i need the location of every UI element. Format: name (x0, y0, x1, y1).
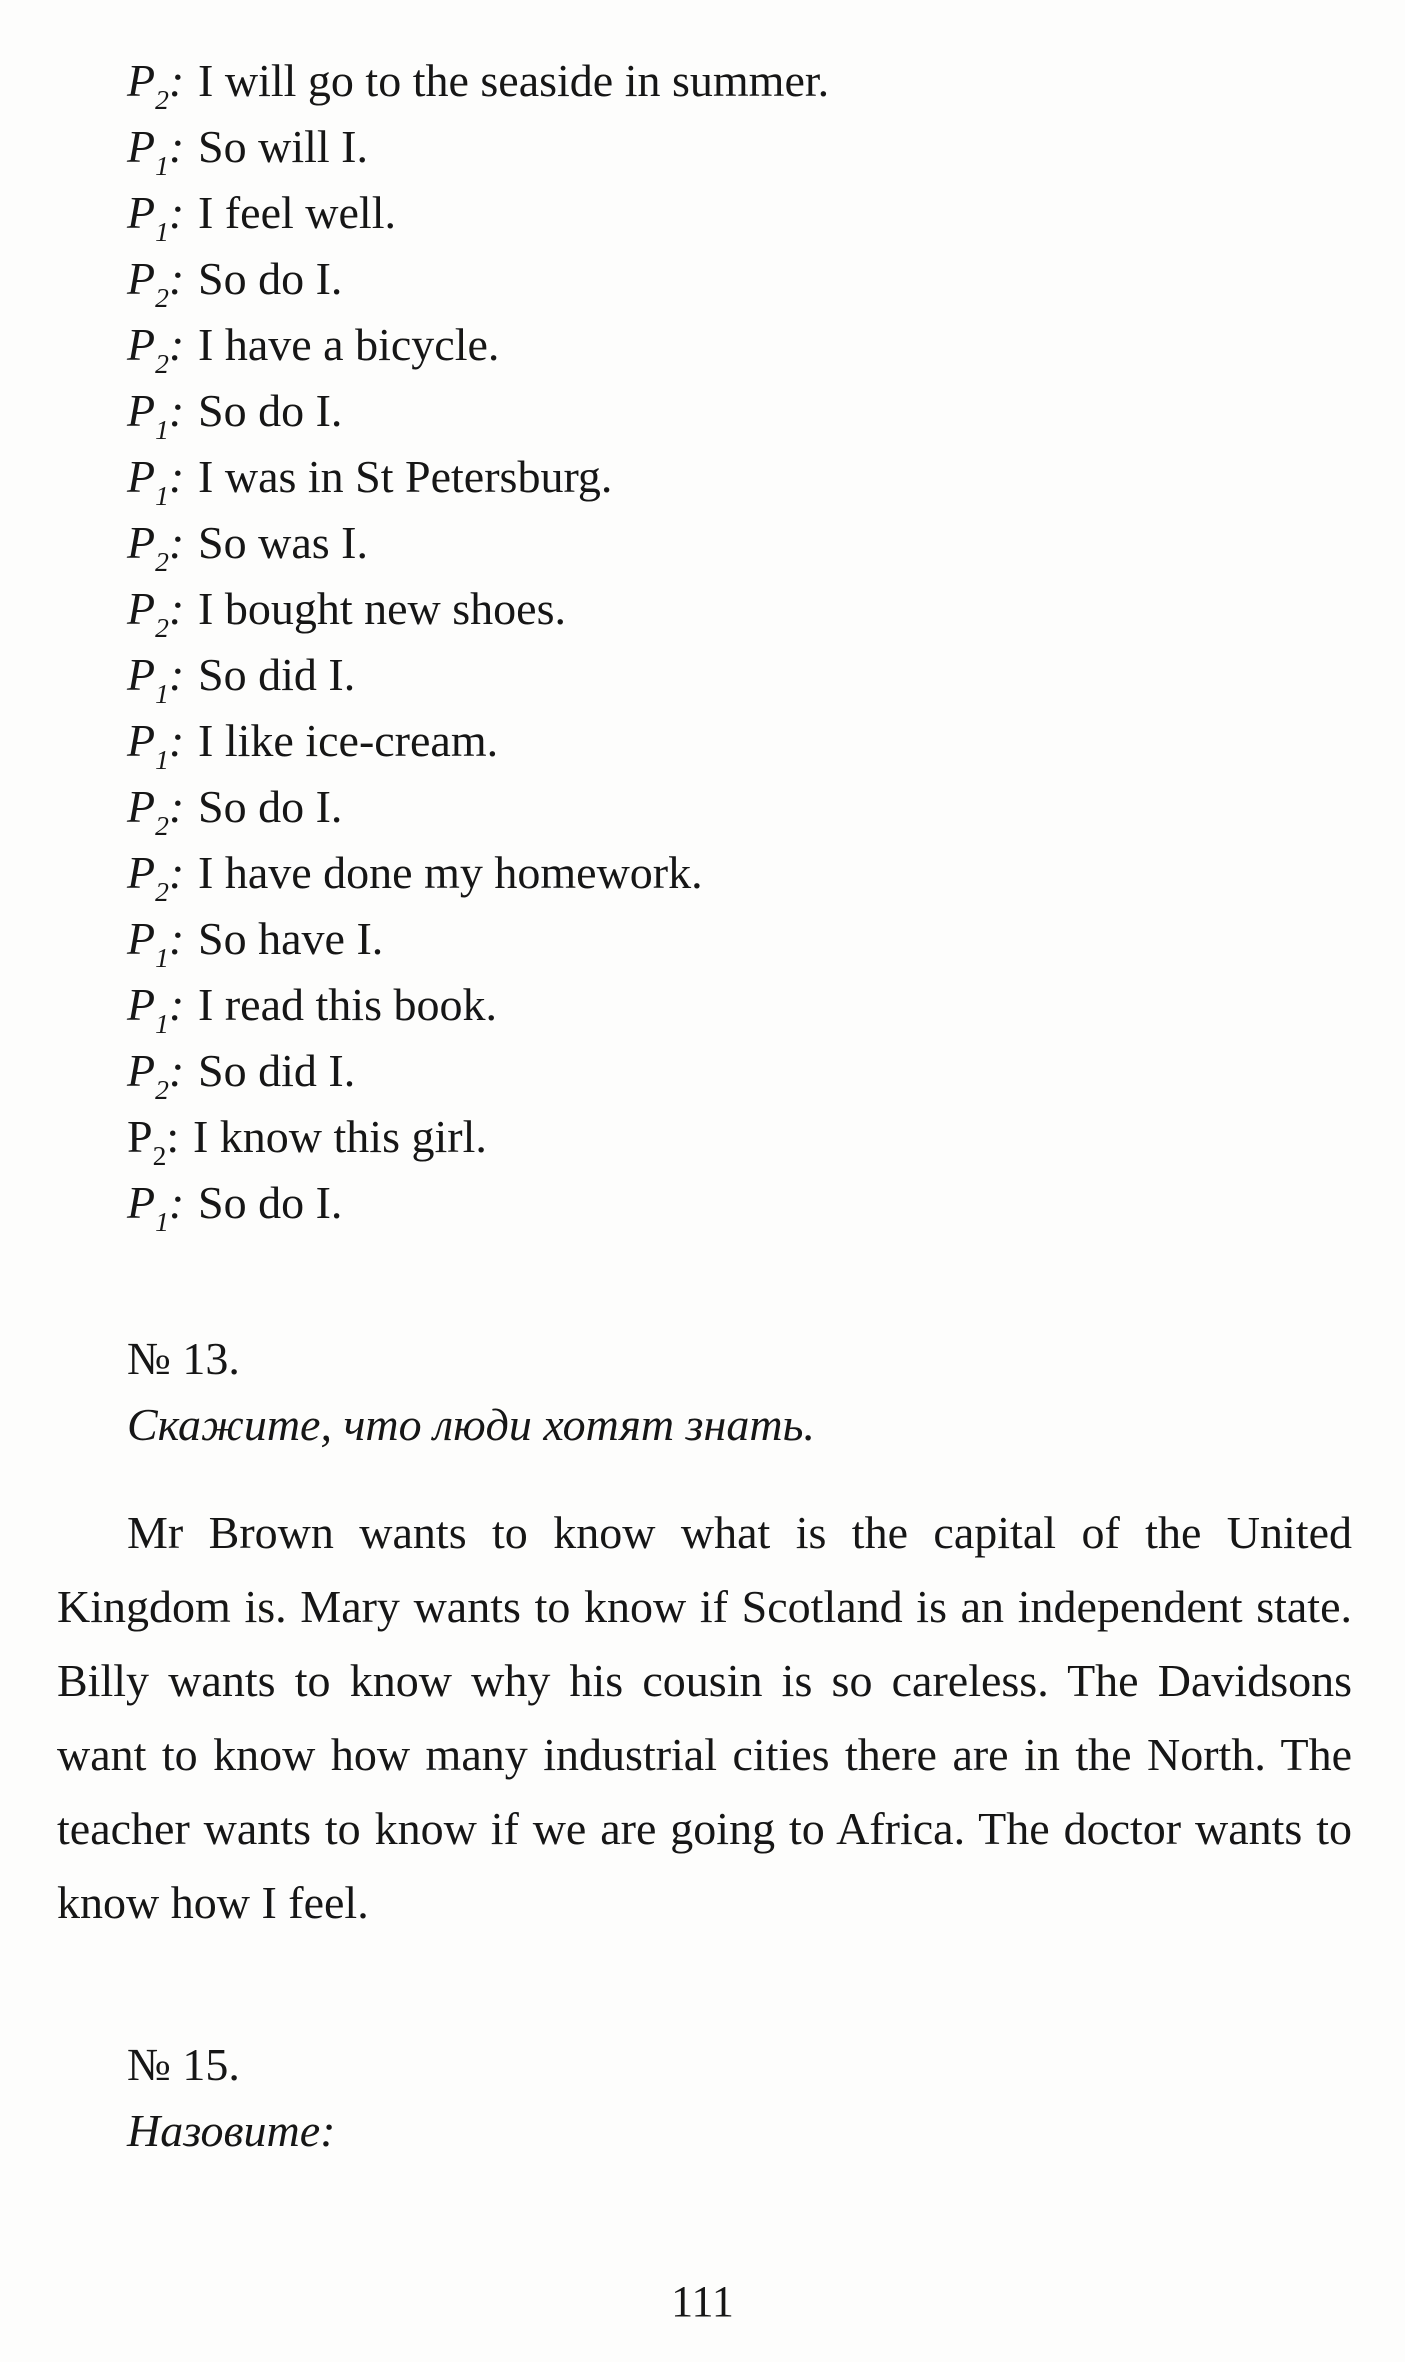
dialogue-line (127, 840, 1352, 906)
speaker-label: $P_2$: (127, 253, 185, 314)
exercise-13-section (57, 1326, 1352, 1940)
dialogue-block (57, 48, 1352, 1236)
speaker-label: $P_2$: (127, 1111, 180, 1172)
utterance-text: So do I. (198, 385, 343, 436)
dialogue-line (127, 48, 1352, 114)
utterance-text: I read this book. (198, 979, 497, 1030)
utterance-text: So have I. (198, 913, 384, 964)
utterance-text: I like ice-cream. (198, 715, 499, 766)
utterance-text: I know this girl. (192, 1111, 487, 1162)
page-number: 111 (671, 2277, 734, 2326)
speaker-label: $P_1$: (127, 385, 185, 446)
utterance-text: So did I. (198, 1045, 356, 1096)
utterance-text: So do I. (198, 781, 343, 832)
utterance-text: I have a bicycle. (198, 319, 500, 370)
exercise-13-instruction: Скажите, что люди хотят знать. (127, 1399, 815, 1450)
dialogue-line (127, 906, 1352, 972)
speaker-label: $P_2$: (127, 847, 185, 908)
speaker-label: $P_2$: (127, 583, 185, 644)
exercise-15-instruction: Назовите: (127, 2105, 336, 2156)
dialogue-line (127, 510, 1352, 576)
utterance-text: So do I. (198, 1177, 343, 1228)
utterance-text: I feel well. (198, 187, 396, 238)
dialogue-line (127, 114, 1352, 180)
speaker-label: $P_1$: (127, 121, 185, 182)
utterance-text: I will go to the seaside in summer. (198, 55, 830, 106)
utterance-text: I have done my homework. (198, 847, 703, 898)
speaker-label: $P_2$: (127, 517, 185, 578)
utterance-text: So was I. (198, 517, 368, 568)
utterance-text: So will I. (198, 121, 368, 172)
dialogue-line (127, 972, 1352, 1038)
dialogue-line (127, 774, 1352, 840)
dialogue-line (127, 1038, 1352, 1104)
utterance-text: I was in St Petersburg. (198, 451, 613, 502)
exercise-13-paragraph: Mr Brown wants to know what is the capital of the United Kingdom is. Mary wants to know if Scotland is an independent state. Billy wants to know why his cousin is so careless. The Davidsons want to know how many industrial cities there are in the North. The teacher wants to know if we are going to Africa. The doctor wants to know how I feel. (57, 1507, 1352, 1928)
exercise-15-heading: № 15. (127, 2039, 240, 2090)
utterance-text: So did I. (198, 649, 356, 700)
utterance-text: I bought new shoes. (198, 583, 566, 634)
speaker-label: $P_2$: (127, 55, 185, 116)
speaker-label: $P_1$: (127, 1177, 185, 1238)
speaker-label: $P_2$: (127, 319, 185, 380)
speaker-label: $P_1$: (127, 451, 185, 512)
speaker-label: $P_1$: (127, 979, 185, 1040)
dialogue-line (127, 1104, 1352, 1170)
speaker-label: $P_2$: (127, 781, 185, 842)
utterance-text: So do I. (198, 253, 343, 304)
dialogue-line (127, 378, 1352, 444)
dialogue-line (127, 576, 1352, 642)
dialogue-line (127, 1170, 1352, 1236)
dialogue-line (127, 642, 1352, 708)
speaker-label: $P_1$: (127, 649, 185, 710)
speaker-label: $P_2$: (127, 1045, 185, 1106)
speaker-label: $P_1$: (127, 913, 185, 974)
dialogue-line (127, 246, 1352, 312)
dialogue-line (127, 708, 1352, 774)
exercise-13-heading: № 13. (127, 1333, 240, 1384)
book-page (57, 48, 1352, 2326)
dialogue-line (127, 180, 1352, 246)
dialogue-line (127, 444, 1352, 510)
speaker-label: $P_1$: (127, 187, 185, 248)
speaker-label: $P_1$: (127, 715, 185, 776)
exercise-15-section (57, 2032, 1352, 2164)
dialogue-line (127, 312, 1352, 378)
